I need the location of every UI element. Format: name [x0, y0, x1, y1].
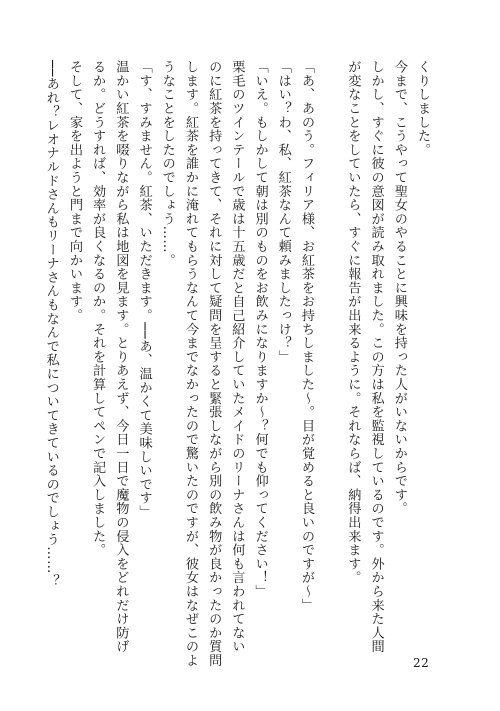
text-line: のに紅茶を持ってきて、それに対して疑問を呈すると緊張しながら別の飲み物が良かったのか質問 — [206, 60, 222, 668]
text-line: 「あ、あのう。フィリア様、お紅茶をお持ちしました～。目が覚めると良いのですが～」 — [298, 60, 314, 612]
text-line: 「いえ。もしかして朝は別のものをお飲みになりますか～？何でも仰ってください！」 — [252, 60, 268, 599]
text-line: るか。どうすれば、効率が良くなるのか。それを計算してペンで記入しました。 — [90, 60, 106, 557]
text-line: しかし、すぐに彼の意図が読み取れました。この方は私を監視しているのです。外から来た人間 — [368, 60, 384, 654]
text-line: そして、家を出ようと門まで向かいます。 — [66, 60, 82, 323]
text-line: 今まで、こうやって聖女のやることに興味を持った人がいないからです。 — [391, 60, 407, 516]
text-line: が変なことをしていたら、すぐに報告が出来るように。それならば、納得出来ます。 — [345, 60, 361, 585]
text-line: うなことをしたのでしょう……。 — [159, 60, 175, 267]
text-line: くりしました。 — [415, 60, 430, 157]
text-line: します。紅茶を誰かに淹れてもらうなんて今までなかったので驚いたのですが、彼女はなぜこのよ — [182, 60, 198, 668]
text-line: 「す、すみません。紅茶、いただきます。──あ、温かくて美味しいです」 — [136, 60, 152, 519]
page-number: 22 — [413, 656, 430, 670]
text-line: 栗毛のツインテールで歳は十五歳だと自己紹介していたメイドのリーナさんは何も言われてない — [229, 60, 245, 654]
text-line: 「はい？わ、私、紅茶なんて頼みましたっけ？」 — [275, 60, 291, 364]
blank-line — [318, 60, 341, 620]
text-line: ──あれ？レオナルドさんもリーナさんもなんで私についてきているのでしょう……？ — [43, 60, 59, 588]
text-line: 温かい紅茶を啜りながら私は地図を見ます。とりあえず、今日一日で魔物の侵入をどれだけ防げ — [113, 60, 129, 654]
